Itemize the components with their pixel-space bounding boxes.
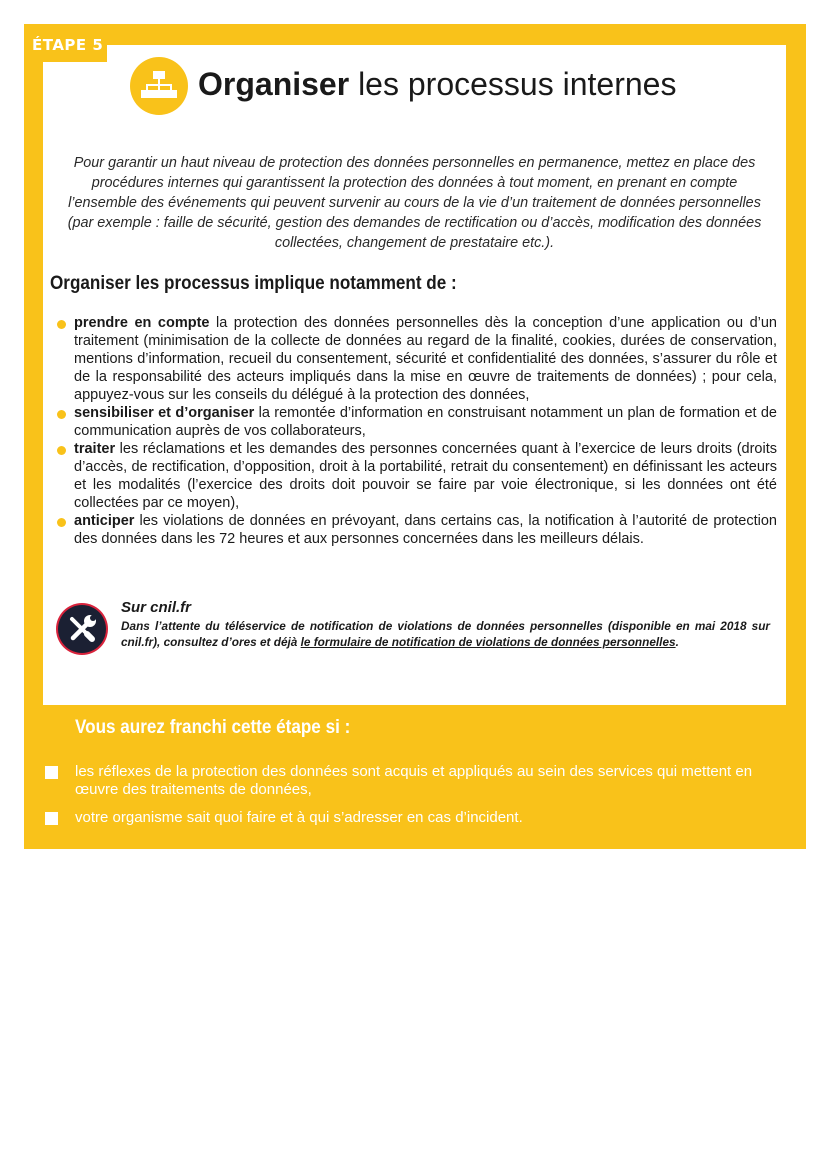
cnil-text: Dans l’attente du téléservice de notification de violations de données personnelles (disponible en mai 2018 sur cnil.fr), consultez d’ores et déjà le formulaire de notification de violations de données personnelles. — [121, 619, 770, 649]
tools-icon — [55, 602, 109, 656]
checkbox-square-icon — [45, 812, 58, 825]
title-rest: les processus internes — [349, 66, 677, 102]
bullet-dot-icon — [57, 320, 66, 329]
page-title — [198, 64, 676, 104]
checklist-item: les réflexes de la protection des données sont acquis et appliqués au sein des services qui mettent en œuvre des traitements de données, — [75, 763, 780, 799]
checklist-item: votre organisme sait quoi faire et à qui s’adresser en cas d’incident. — [75, 809, 780, 827]
section-heading: Organiser les processus implique notamment de : — [50, 273, 457, 294]
list-item: traiter les réclamations et les demandes des personnes concernées quant à l’exercice de leurs droits (droits d’accès, de rectification, d’opposition, droit à la portabilité, retrait du consentement) en définissant les acteurs et les modalités (l’exercice des droits doit pouvoir se faire par voie électronique, si les données ont été collectées par ce moyen), — [74, 440, 777, 512]
done-heading: Vous aurez franchi cette étape si : — [75, 717, 351, 738]
title-bold: Organiser — [198, 66, 350, 102]
bullet-list — [74, 314, 777, 548]
organization-chart-icon — [130, 57, 188, 115]
step-label: ÉTAPE 5 — [32, 36, 104, 54]
list-item: anticiper les violations de données en prévoyant, dans certains cas, la notification à l’autorité de protection des données dans les 72 heures et aux personnes concernées dans les meilleurs délais. — [74, 512, 777, 548]
bullet-dot-icon — [57, 518, 66, 527]
notification-form-link[interactable]: le formulaire de notification de violations de données personnelles — [300, 635, 676, 649]
bullet-dot-icon — [57, 446, 66, 455]
bullet-dot-icon — [57, 410, 66, 419]
list-item: prendre en compte la protection des données personnelles dès la conception d’une application ou d’un traitement (minimisation de la collecte de données au regard de la finalité, cookies, durées de conservation, mentions d’information, recueil du consentement, sécurité et confidentialité des données, s’assurer du rôle et de la responsabilité des acteurs impliqués dans la mise en œuvre de traitements de données) ; pour cela, appuyez-vous sur les conseils du délégué à la protection des données, — [74, 314, 777, 404]
checklist — [75, 763, 780, 827]
cnil-title: Sur cnil.fr — [121, 599, 192, 616]
list-item: sensibiliser et d’organiser la remontée d’information en construisant notamment un plan de formation et de communication auprès de vos collaborateurs, — [74, 404, 777, 440]
checkbox-square-icon — [45, 766, 58, 779]
intro-paragraph: Pour garantir un haut niveau de protection des données personnelles en permanence, mettez en place des procédures internes qui garantissent la protection des données à tout moment, en prenant en compte l’ensemble des événements qui peuvent survenir au cours de la vie d’un traitement de données personnelles (par exemple : faille de sécurité, gestion des demandes de rectification ou d’accès, modification des données collectées, changement de prestataire etc.). — [67, 155, 762, 251]
